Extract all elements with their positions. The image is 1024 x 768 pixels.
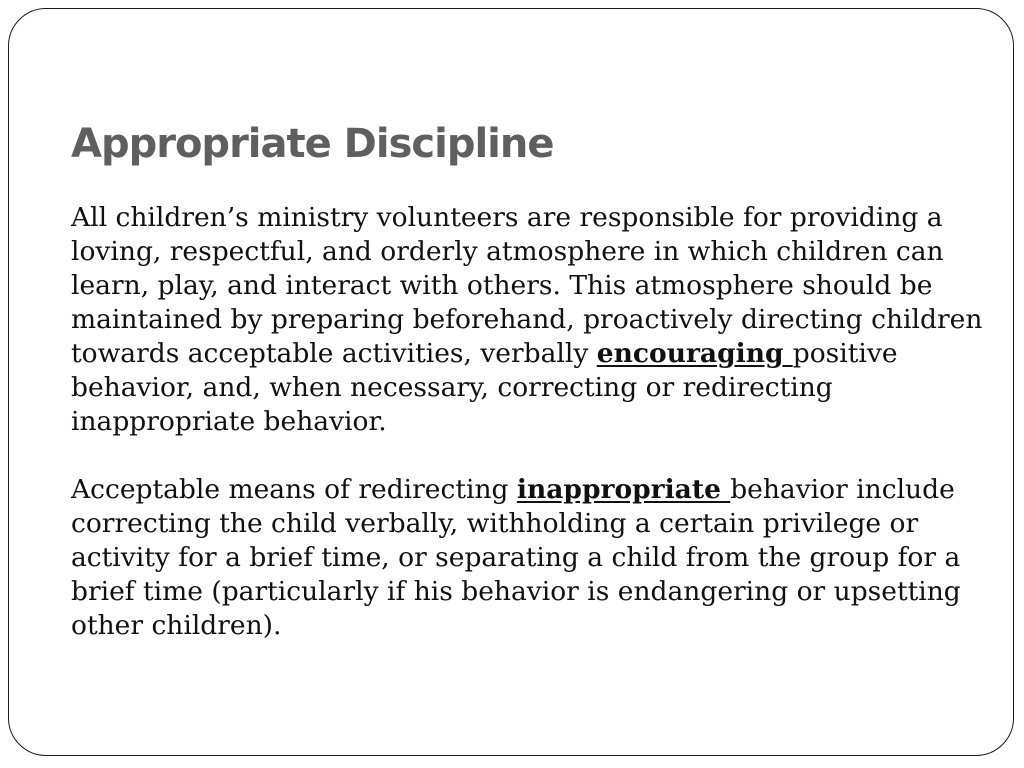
- paragraph-2-text-after: behavior include correcting the child verbally, withholding a certain privilege or activity for a brief time, or separating a child from the group for a brief time (particularly if his behavior is endangering or upsetting other children).: [71, 474, 961, 641]
- slide-frame: [8, 8, 1014, 756]
- slide-body: [71, 201, 1001, 643]
- paragraph-1-text-after: positive behavior, and, when necessary, correcting or redirecting inappropriate behavior.: [71, 338, 898, 437]
- paragraph-2-text-before: Acceptable means of redirecting: [71, 474, 517, 505]
- emphasis-encouraging: encouraging: [596, 338, 793, 369]
- paragraph-redirecting-means: [71, 473, 1001, 643]
- emphasis-inappropriate: inappropriate: [516, 474, 731, 505]
- paragraph-1-text-before: All children’s ministry volunteers are responsible for providing a loving, respectful, and orderly atmosphere in which children can learn, play, and interact with others. This atmosphere should be maintained by preparing beforehand, proactively directing children towards acceptable activities, verbally: [71, 202, 983, 369]
- paragraph-responsibilities: [71, 201, 1001, 439]
- slide-title: Appropriate Discipline: [71, 121, 554, 167]
